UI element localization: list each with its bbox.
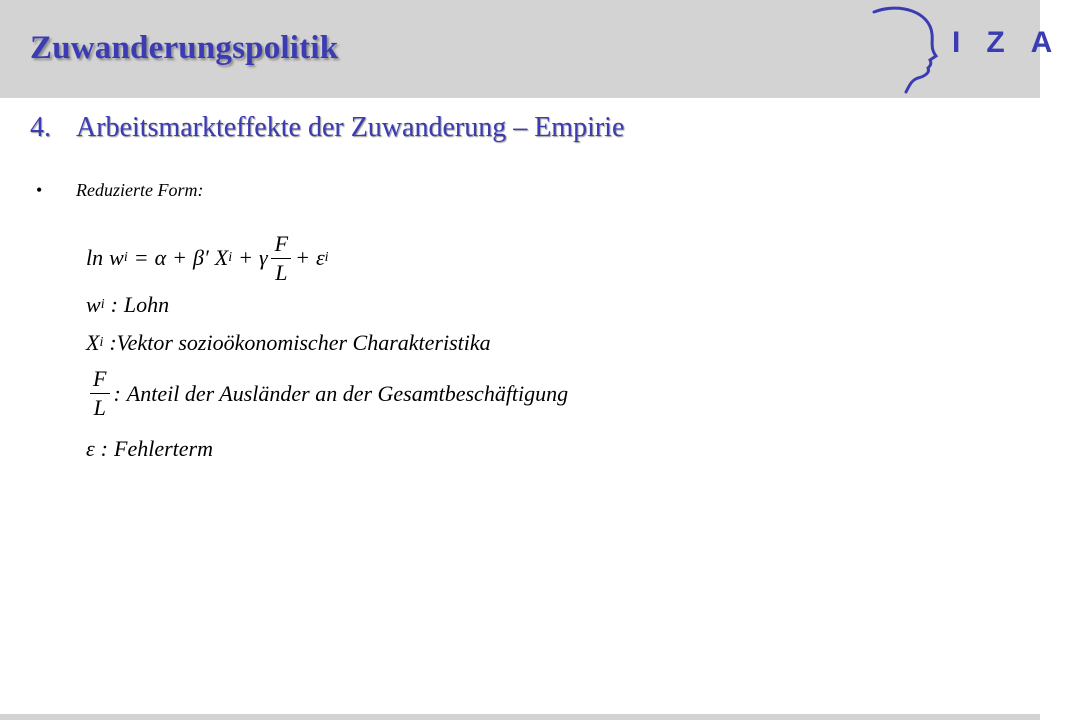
eq-gamma: γ [258, 245, 268, 270]
eq-plus: + [238, 245, 253, 270]
eq-wage: w [109, 245, 124, 270]
def-frac-den: L [90, 393, 110, 419]
bullet-text: Reduzierte Form: [76, 180, 204, 200]
footer-divider [0, 714, 1040, 720]
eq-beta: β′ [192, 245, 209, 270]
iza-logo [860, 4, 1078, 94]
eq-frac-num: F [274, 230, 289, 256]
def-sub-i: i [99, 335, 104, 350]
def-sub-i: i [100, 297, 105, 312]
eq-ln: ln [86, 245, 104, 270]
eq-sub-i: i [123, 250, 128, 265]
def-colon: : [100, 436, 108, 461]
eq-equals: = [133, 245, 149, 270]
eq-plus: + [172, 245, 187, 270]
def-symbol: w [86, 292, 101, 317]
bullet-marker: • [36, 180, 43, 200]
def-label: Fehlerterm [114, 436, 213, 461]
eq-fraction [271, 230, 292, 285]
def-colon: : [109, 330, 117, 355]
eq-sub-i: i [324, 250, 329, 265]
slide-title: Zuwanderungspolitik [30, 30, 339, 66]
definition-x [86, 330, 491, 356]
def-fraction [89, 368, 110, 419]
eq-epsilon: ε [315, 245, 325, 270]
head-profile-icon [860, 4, 950, 94]
eq-x: X [214, 245, 229, 270]
def-label: Lohn [123, 292, 170, 317]
logo-wordmark: IZA [952, 26, 1078, 59]
eq-plus: + [295, 245, 310, 270]
section-title: Arbeitsmarkteffekte der Zuwanderung – Empirie [76, 112, 625, 143]
definition-epsilon [86, 436, 213, 462]
eq-frac-den: L [271, 258, 291, 284]
def-colon: : [110, 292, 118, 317]
regression-equation [86, 228, 329, 288]
def-label: Vektor sozioökonomischer Charakteristika [116, 330, 491, 355]
def-frac-num: F [93, 366, 107, 391]
def-label: Anteil der Ausländer an der Gesamtbeschäftigung [126, 380, 569, 406]
eq-alpha: α [154, 245, 167, 270]
eq-sub-i: i [228, 250, 233, 265]
def-symbol: X [86, 330, 100, 355]
def-symbol: ε [86, 436, 95, 461]
definition-wage [86, 292, 169, 318]
def-colon: : [113, 380, 121, 406]
section-number: 4. [30, 112, 51, 143]
section-heading [30, 112, 624, 144]
slide-header [0, 0, 1078, 98]
definition-fraction [86, 368, 568, 419]
